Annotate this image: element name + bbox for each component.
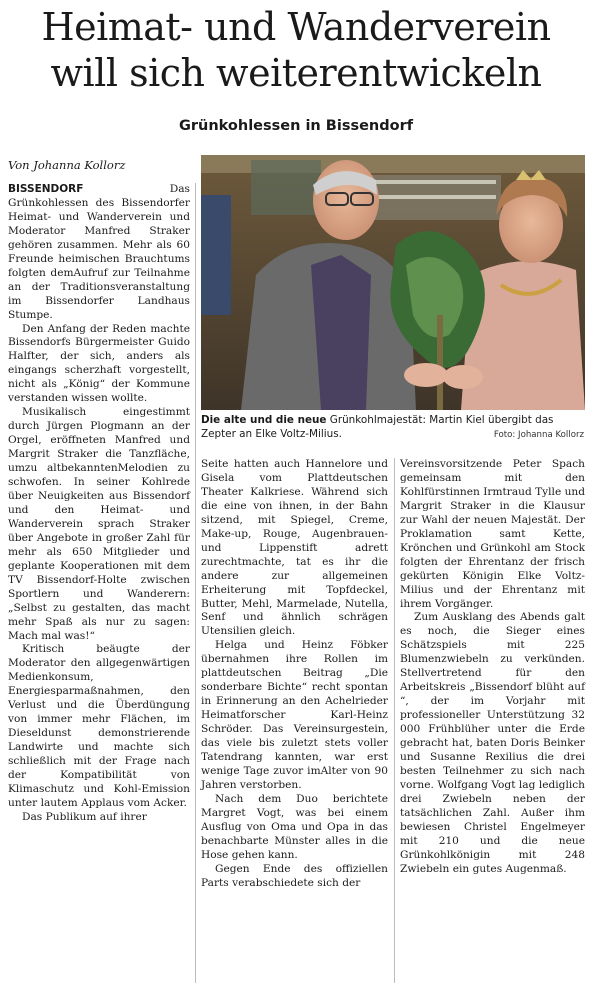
article-paragraph: Gegen Ende des offiziellen Parts verabschiedete sich der (201, 862, 388, 889)
article-paragraph: Helga und Heinz Föbker übernahmen ihre Rollen im plattdeutschen Beitrag „Die sonderbare Bichte“ recht spontan in Erinnerung an den Achelrieder Heimatforscher Karl-Heinz Schröder. Das Vereinsurgestein, das viele bis zuletzt stets voller Tatendrang kannten, war erst wenige Tage zuvor imAlter von 90 Jahren verstorben. (201, 639, 388, 791)
subheadline: Grünkohlessen in Bissendorf (178, 118, 414, 134)
article-paragraph: Zum Ausklang des Abends galt es noch, die Sieger eines Schätzspiels mit 225 Blumenzwiebeln zu verkünden. Stellvertretend für den Arbeitskreis „Bissendorf blüht auf “, der im Vorjahr mit professioneller Unterstützung 32 000 Frühblüher unter die Erde gebracht hat, baten Doris Beinker und Susanne Rexilius die drei besten Teilnehmer zu sich nach vorne. Wolfgang Vogt lag lediglich drei Zwiebeln neben der tatsächlichen Zahl. Außer ihm bewiesen Christel Engelmeyer mit 210 und die neue Grünkohlkönigin mit 248 Zwiebeln ein gutes Augenmaß. (400, 611, 585, 875)
article-paragraph: BISSENDORF Das Grünkohlessen des Bissendorfer Heimat- und Wanderverein und Moderator Manfred Straker gehören zusammen. Mehr als 60 Freunde heimischen Brauchtums folgten demAufruf zur Teilnahme an der Traditionsveranstaltung im Bissendorfer Landhaus Stumpe. (8, 183, 190, 321)
article-column-2 (201, 458, 388, 891)
article-paragraph: Kritisch beäugte der Moderator den allgegenwärtigen Medienkonsum, Energiesparmaßnahmen, den Verlust und die Überdüngung von immer mehr Flächen, im Dieseldunst demonstrierende Landwirte und machte sich schließlich mit der Frage nach der Kompatibilität von Klimaschutz und Kohl-Emission unter lautem Applaus vom Acker. (8, 643, 190, 809)
photo-image (201, 155, 585, 410)
article-paragraph: Das Publikum auf ihrer (22, 810, 147, 823)
photo-caption: Die alte und die neue Grünkohlmajestät: Martin Kiel übergibt das Zepter an Elke Voltz-Milius. (201, 414, 554, 440)
photo-credit: Foto: Johanna Kollorz (493, 430, 584, 440)
article-column-3 (400, 458, 585, 877)
caption-lead: Die alte und die neue (201, 414, 327, 426)
headline-line-2: will sich weiterentwickeln (50, 51, 542, 95)
dateline: BISSENDORF (8, 183, 84, 195)
headline (0, 4, 592, 96)
column-divider (394, 458, 395, 983)
byline: Von Johanna Kollorz (8, 158, 126, 172)
headline-line-1: Heimat- und Wanderverein (41, 5, 551, 49)
article-paragraph: Musikalisch eingestimmt durch Jürgen Plogmann an der Orgel, eröffneten Manfred und Margrit Straker die Tanzfläche, umzu altbekanntenMelodien zu schwofen. In seiner Kohlrede über Neuigkeiten aus Bissendorf und den Heimat- und Wanderverein sprach Straker über Angebote in großer Zahl für mehr als 650 Mitglieder und geplante Kooperationen mit dem TV Bissendorf-Holte zwischen Sportlern und Wanderern: „Selbst zu gestalten, das macht mehr Spaß als nur zu sagen: Mach mal was!“ (8, 406, 190, 642)
article-paragraph: Den Anfang der Reden machte Bissendorfs Bürgermeister Guido Halfter, der sich, anders als eingangs scherzhaft vorgestellt, nicht als „König“ der Kommune verstanden wissen wollte. (8, 322, 190, 405)
article-photo (201, 155, 585, 410)
article-column-1 (8, 183, 190, 825)
article-paragraph: Seite hatten auch Hannelore und Gisela vom Plattdeutschen Theater Kalkriese. Während sich die eine von ihnen, in der Bahn sitzend, mit Spiegel, Creme, Make-up, Rouge, Augenbrauen- und Lippenstift adrett zurechtmachte, tat es ihr die andere zur allgemeinen Erheiterung mit Topfdeckel, Butter, Mehl, Marmelade, Nutella, Senf und ähnlich schrägen Utensilien gleich. (201, 458, 388, 638)
article-paragraph: Nach dem Duo berichtete Margret Vogt, was bei einem Ausflug von Oma und Opa in das benachbarte Münster alles in die Hose gehen kann. (201, 792, 388, 861)
article-paragraph: Vereinsvorsitzende Peter Spach gemeinsam mit den Kohlfürstinnen Irmtraud Tylle und Margrit Straker in die Klausur zur Wahl der neuen Majestät. Der Proklamation samt Kette, Krönchen und Grünkohl am Stock folgten der Ehrentanz der frisch gekürten Königin Elke Voltz-Milius und der Ehrentanz mit ihrem Vorgänger. (400, 458, 586, 610)
column-divider (195, 183, 196, 983)
